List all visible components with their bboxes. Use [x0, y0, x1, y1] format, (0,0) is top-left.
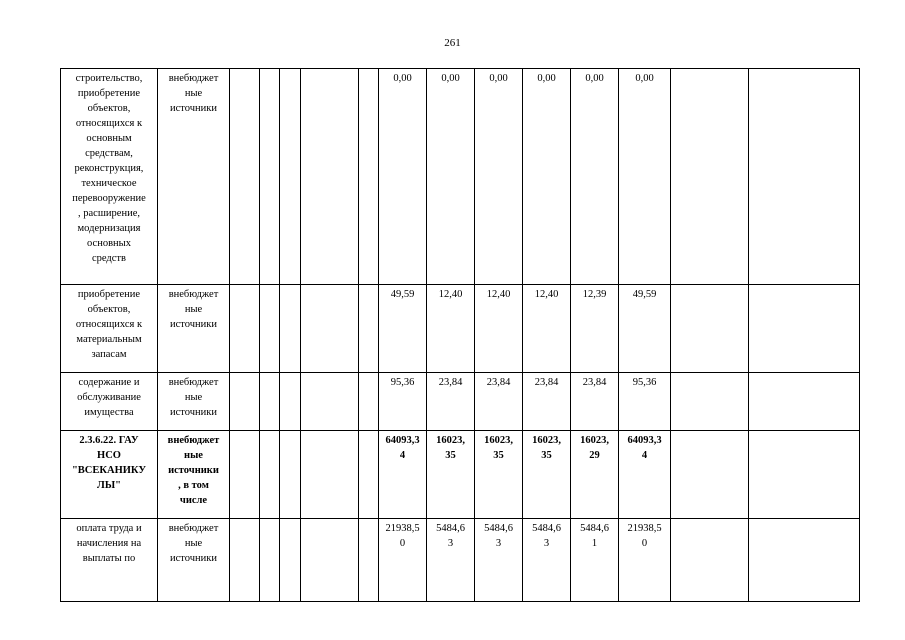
cell-year-3: 12,40: [523, 285, 571, 373]
cell-empty: [230, 519, 260, 602]
cell-empty: [359, 285, 379, 373]
page-number: 261: [444, 37, 461, 49]
cell-name: 2.3.6.22. ГАУ НСО "ВСЕКАНИКУ ЛЫ": [61, 431, 158, 519]
cell-total: 0,00: [379, 69, 427, 285]
cell-source: внебюджет ные источники: [158, 373, 230, 431]
cell-year-1: 5484,6 3: [427, 519, 475, 602]
cell-source: внебюджет ные источники: [158, 519, 230, 602]
budget-table: [60, 68, 860, 602]
cell-year-3: 16023, 35: [523, 431, 571, 519]
cell-year-4: 23,84: [571, 373, 619, 431]
table-row: [61, 431, 860, 519]
cell-final: 21938,5 0: [619, 519, 671, 602]
cell-empty: [280, 69, 301, 285]
cell-empty: [301, 431, 359, 519]
cell-empty: [280, 285, 301, 373]
table-row: [61, 519, 860, 602]
cell-empty: [260, 285, 280, 373]
cell-source: внебюджет ные источники: [158, 69, 230, 285]
cell-empty: [359, 373, 379, 431]
cell-final: 49,59: [619, 285, 671, 373]
cell-empty: [230, 373, 260, 431]
table-row: [61, 373, 860, 431]
cell-name: приобретение объектов, относящихся к материальным запасам: [61, 285, 158, 373]
cell-empty: [260, 519, 280, 602]
cell-name: содержание и обслуживание имущества: [61, 373, 158, 431]
cell-empty: [230, 431, 260, 519]
cell-empty: [301, 519, 359, 602]
cell-year-2: 23,84: [475, 373, 523, 431]
cell-empty: [671, 519, 749, 602]
cell-source: внебюджет ные источники: [158, 285, 230, 373]
table-row: [61, 69, 860, 285]
cell-year-4: 12,39: [571, 285, 619, 373]
cell-year-2: 12,40: [475, 285, 523, 373]
cell-empty: [301, 285, 359, 373]
cell-empty: [301, 69, 359, 285]
cell-year-1: 23,84: [427, 373, 475, 431]
cell-year-3: 5484,6 3: [523, 519, 571, 602]
cell-year-2: 5484,6 3: [475, 519, 523, 602]
cell-empty: [280, 373, 301, 431]
cell-empty: [749, 373, 860, 431]
cell-empty: [749, 519, 860, 602]
cell-empty: [359, 69, 379, 285]
cell-year-2: 0,00: [475, 69, 523, 285]
cell-source: внебюджет ные источники , в том числе: [158, 431, 230, 519]
cell-empty: [359, 519, 379, 602]
cell-empty: [749, 431, 860, 519]
cell-empty: [260, 431, 280, 519]
cell-year-1: 0,00: [427, 69, 475, 285]
table-row: [61, 285, 860, 373]
cell-name: оплата труда и начисления на выплаты по: [61, 519, 158, 602]
cell-empty: [359, 431, 379, 519]
cell-empty: [260, 373, 280, 431]
cell-empty: [280, 431, 301, 519]
cell-empty: [749, 285, 860, 373]
cell-empty: [671, 373, 749, 431]
cell-year-3: 23,84: [523, 373, 571, 431]
cell-final: 64093,3 4: [619, 431, 671, 519]
cell-total: 49,59: [379, 285, 427, 373]
cell-final: 95,36: [619, 373, 671, 431]
cell-total: 95,36: [379, 373, 427, 431]
cell-empty: [749, 69, 860, 285]
cell-empty: [280, 519, 301, 602]
cell-name: строительство, приобретение объектов, относящихся к основным средствам, реконструкция, техническое перевооружение , расширение, модернизация основных средств: [61, 69, 158, 285]
cell-empty: [301, 373, 359, 431]
cell-year-4: 5484,6 1: [571, 519, 619, 602]
cell-empty: [671, 69, 749, 285]
cell-year-2: 16023, 35: [475, 431, 523, 519]
cell-year-1: 12,40: [427, 285, 475, 373]
cell-empty: [260, 69, 280, 285]
cell-year-4: 16023, 29: [571, 431, 619, 519]
cell-final: 0,00: [619, 69, 671, 285]
cell-total: 21938,5 0: [379, 519, 427, 602]
cell-empty: [230, 285, 260, 373]
cell-total: 64093,3 4: [379, 431, 427, 519]
cell-year-4: 0,00: [571, 69, 619, 285]
cell-year-1: 16023, 35: [427, 431, 475, 519]
cell-empty: [230, 69, 260, 285]
cell-empty: [671, 285, 749, 373]
cell-year-3: 0,00: [523, 69, 571, 285]
cell-empty: [671, 431, 749, 519]
